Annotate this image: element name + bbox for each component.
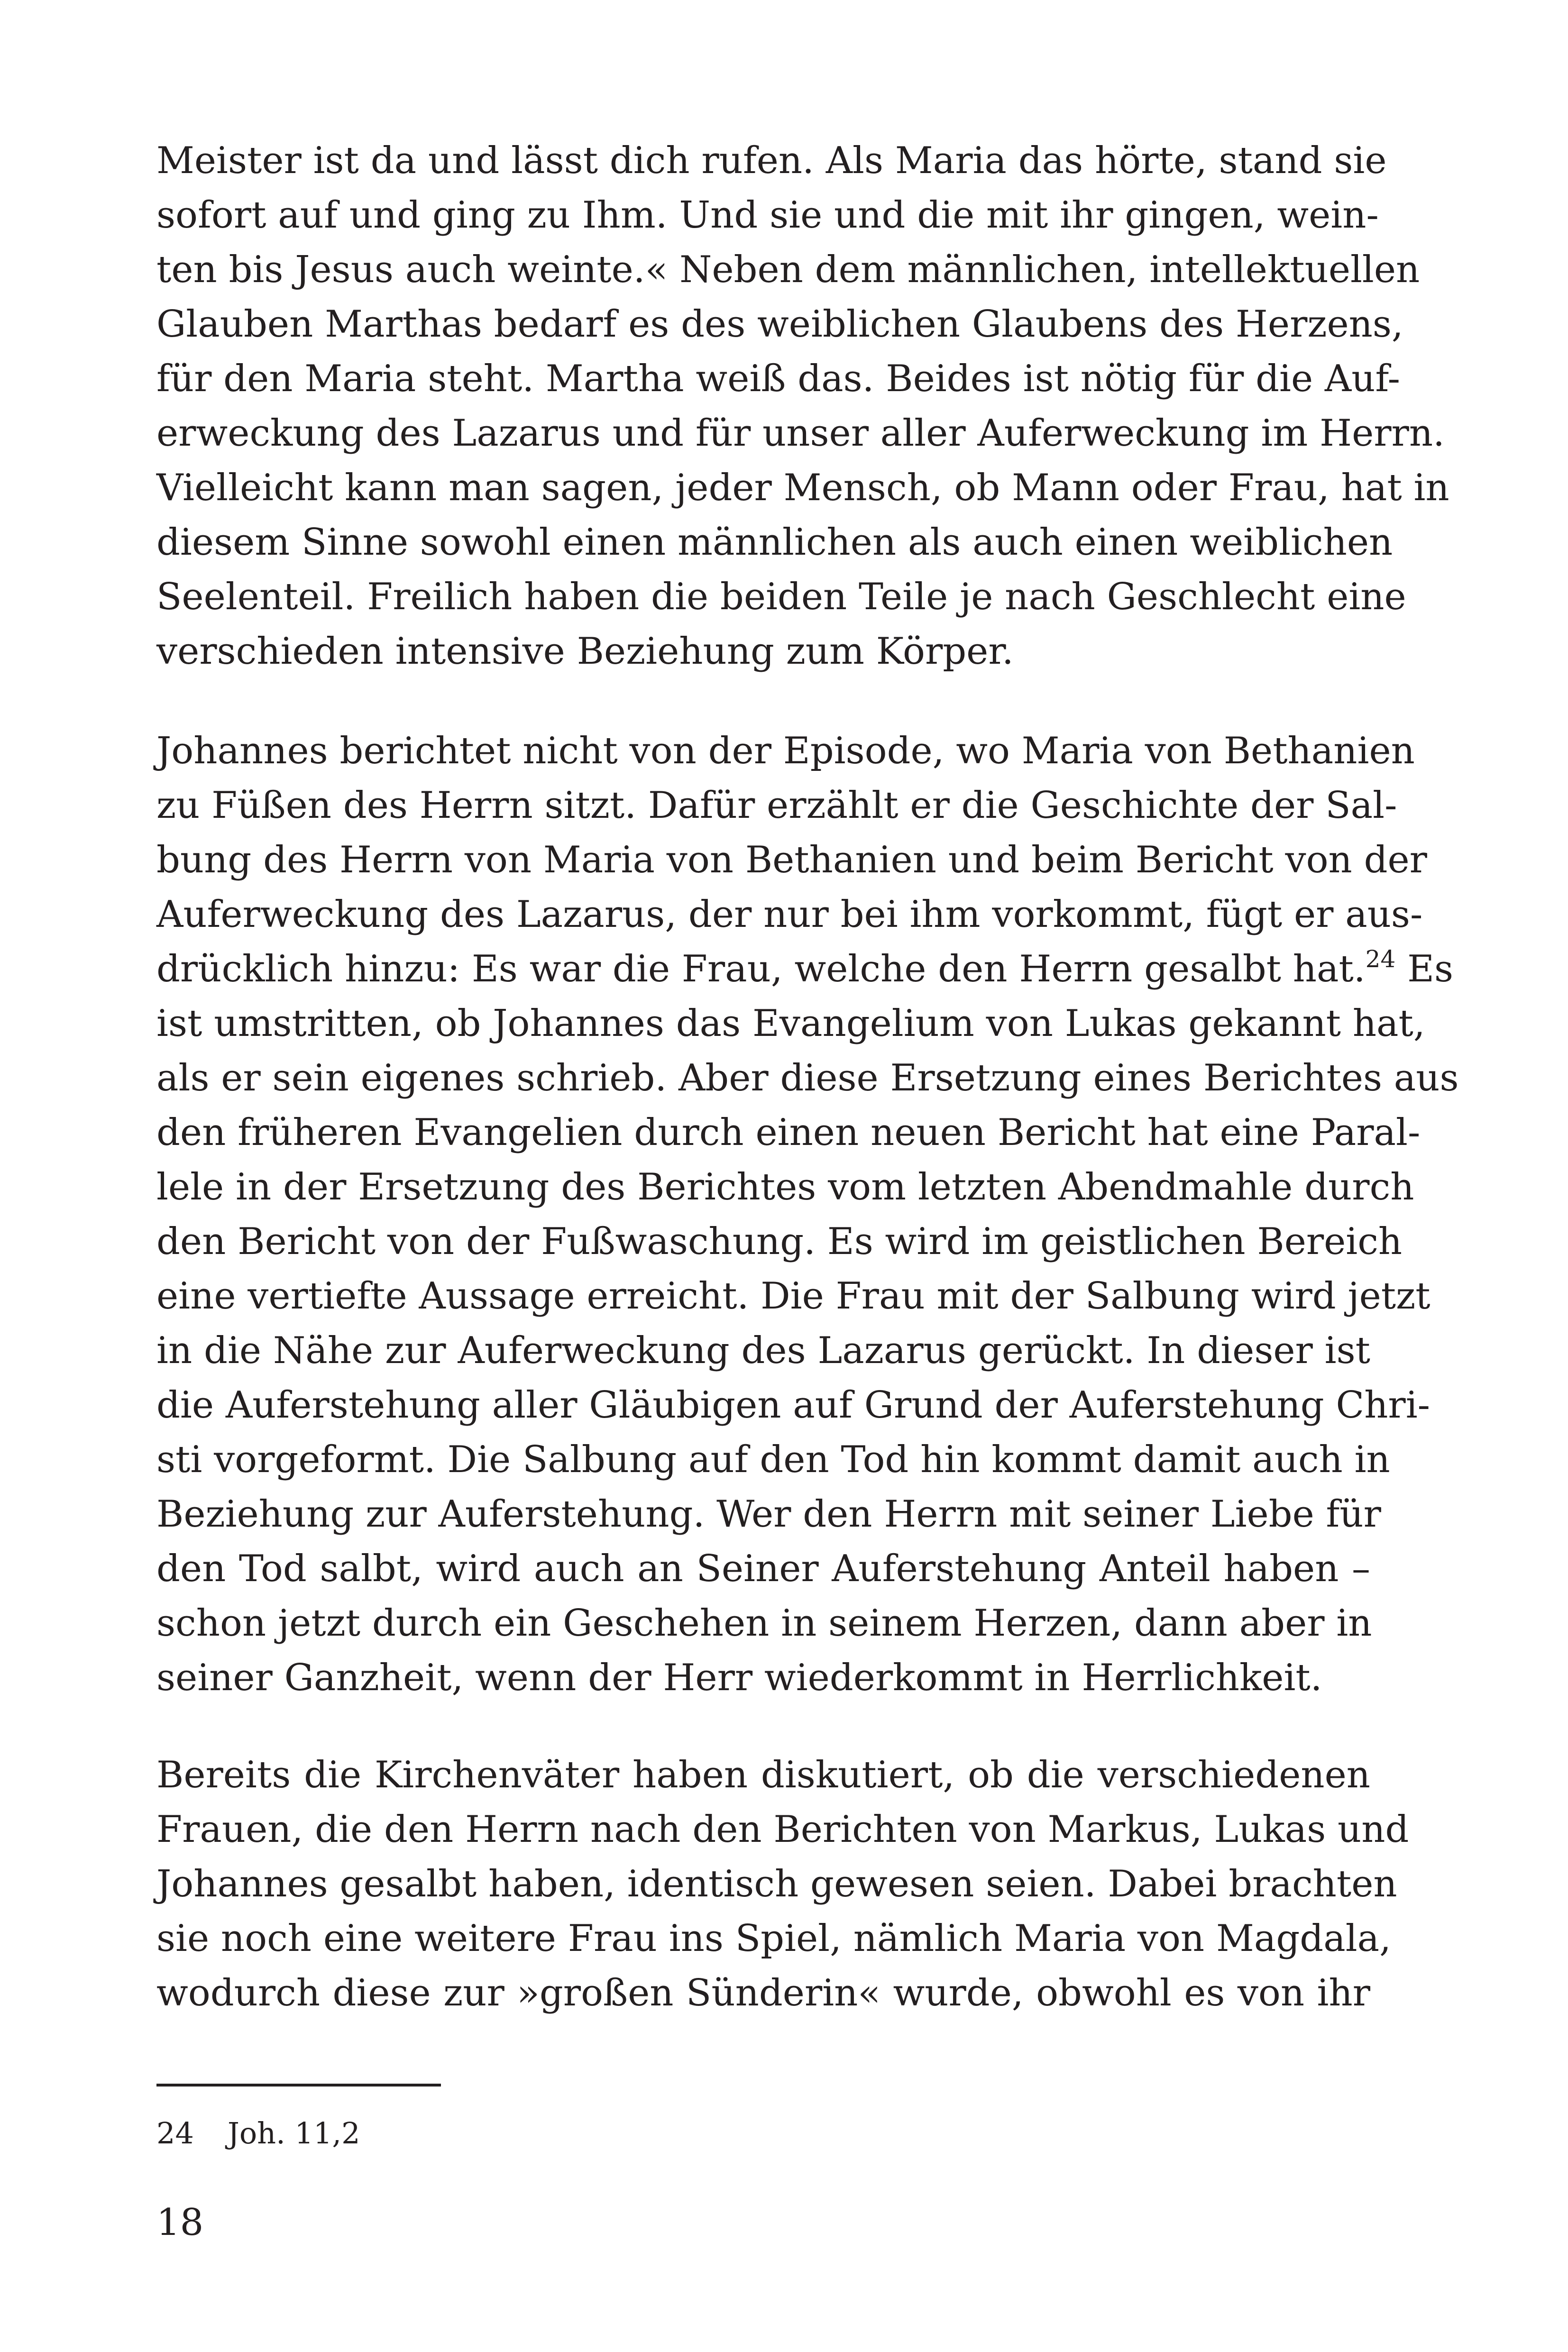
text-line: Johannes gesalbt haben, identisch gewesen seien. Dabei brachten	[156, 1863, 1397, 1905]
text-line: ist umstritten, ob Johannes das Evangelium von Lukas gekannt hat,	[156, 1002, 1425, 1045]
text-line: Beziehung zur Auferstehung. Wer den Herrn mit seiner Liebe für	[156, 1493, 1381, 1536]
text-line: als er sein eigenes schrieb. Aber diese Ersetzung eines Berichtes aus	[156, 1057, 1459, 1099]
paragraph-3	[156, 1748, 1409, 2021]
text-line: Glauben Marthas bedarf es des weiblichen Glaubens des Herzens,	[156, 303, 1403, 346]
footnote-reference[interactable]: 24	[1365, 945, 1396, 973]
paragraph-2	[156, 724, 1459, 1705]
text-line: ten bis Jesus auch weinte.« Neben dem männlichen, intellektuellen	[156, 248, 1420, 291]
text-line: lele in der Ersetzung des Berichtes vom letzten Abendmahle durch	[156, 1166, 1414, 1208]
text-line: bung des Herrn von Maria von Bethanien und beim Bericht von der	[156, 839, 1427, 881]
text-line: sti vorgeformt. Die Salbung auf den Tod hin kommt damit auch in	[156, 1438, 1390, 1481]
text-line: Seelenteil. Freilich haben die beiden Teile je nach Geschlecht eine	[156, 576, 1406, 618]
text-segment: drücklich hinzu: Es war die Frau, welche den Herrn gesalbt hat.	[156, 948, 1366, 990]
text-line: den Tod salbt, wird auch an Seiner Auferstehung Anteil haben –	[156, 1547, 1370, 1590]
text-line: den früheren Evangelien durch einen neuen Bericht hat eine Paral-	[156, 1111, 1421, 1154]
text-line: zu Füßen des Herrn sitzt. Dafür erzählt er die Geschichte der Sal-	[156, 784, 1397, 827]
text-line: für den Maria steht. Martha weiß das. Beides ist nötig für die Auf-	[156, 357, 1400, 400]
text-line: sie noch eine weitere Frau ins Spiel, nämlich Maria von Magdala,	[156, 1917, 1391, 1960]
text-line: schon jetzt durch ein Geschehen in seinem Herzen, dann aber in	[156, 1602, 1372, 1645]
text-line: Auferweckung des Lazarus, der nur bei ihm vorkommt, fügt er aus-	[156, 893, 1423, 936]
text-line: Vielleicht kann man sagen, jeder Mensch, ob Mann oder Frau, hat in	[156, 467, 1449, 509]
text-segment: Es	[1395, 948, 1454, 990]
footnote-text: Joh. 11,2	[228, 2116, 360, 2151]
text-line: die Auferstehung aller Gläubigen auf Grund der Auferstehung Chri-	[156, 1384, 1430, 1427]
text-line: diesem Sinne sowohl einen männlichen als auch einen weiblichen	[156, 521, 1393, 564]
footnote-divider	[156, 2084, 441, 2087]
text-line: verschieden intensive Beziehung zum Körper.	[156, 630, 1014, 673]
text-line: erweckung des Lazarus und für unser aller Auferweckung im Herrn.	[156, 412, 1445, 455]
text-line: wodurch diese zur »großen Sünderin« wurde, obwohl es von ihr	[156, 1972, 1370, 2014]
page-number: 18	[156, 2201, 204, 2244]
text-line: Frauen, die den Herrn nach den Berichten von Markus, Lukas und	[156, 1808, 1409, 1851]
text-line: Johannes berichtet nicht von der Episode, wo Maria von Bethanien	[156, 730, 1415, 772]
text-line-with-footnote-ref	[156, 942, 1454, 997]
text-line: seiner Ganzheit, wenn der Herr wiederkommt in Herrlichkeit.	[156, 1656, 1322, 1699]
text-line: eine vertiefte Aussage erreicht. Die Frau mit der Salbung wird jetzt	[156, 1275, 1430, 1318]
text-line: den Bericht von der Fußwaschung. Es wird im geistlichen Bereich	[156, 1220, 1403, 1263]
text-line: in die Nähe zur Auferweckung des Lazarus gerückt. In dieser ist	[156, 1329, 1370, 1372]
footnote-number: 24	[156, 2116, 194, 2151]
paragraph-1	[156, 134, 1449, 679]
text-line: Bereits die Kirchenväter haben diskutiert, ob die verschiedenen	[156, 1754, 1370, 1796]
text-line: sofort auf und ging zu Ihm. Und sie und die mit ihr gingen, wein-	[156, 194, 1379, 237]
text-line: Meister ist da und lässt dich rufen. Als Maria das hörte, stand sie	[156, 139, 1387, 182]
footnote	[156, 2114, 360, 2152]
